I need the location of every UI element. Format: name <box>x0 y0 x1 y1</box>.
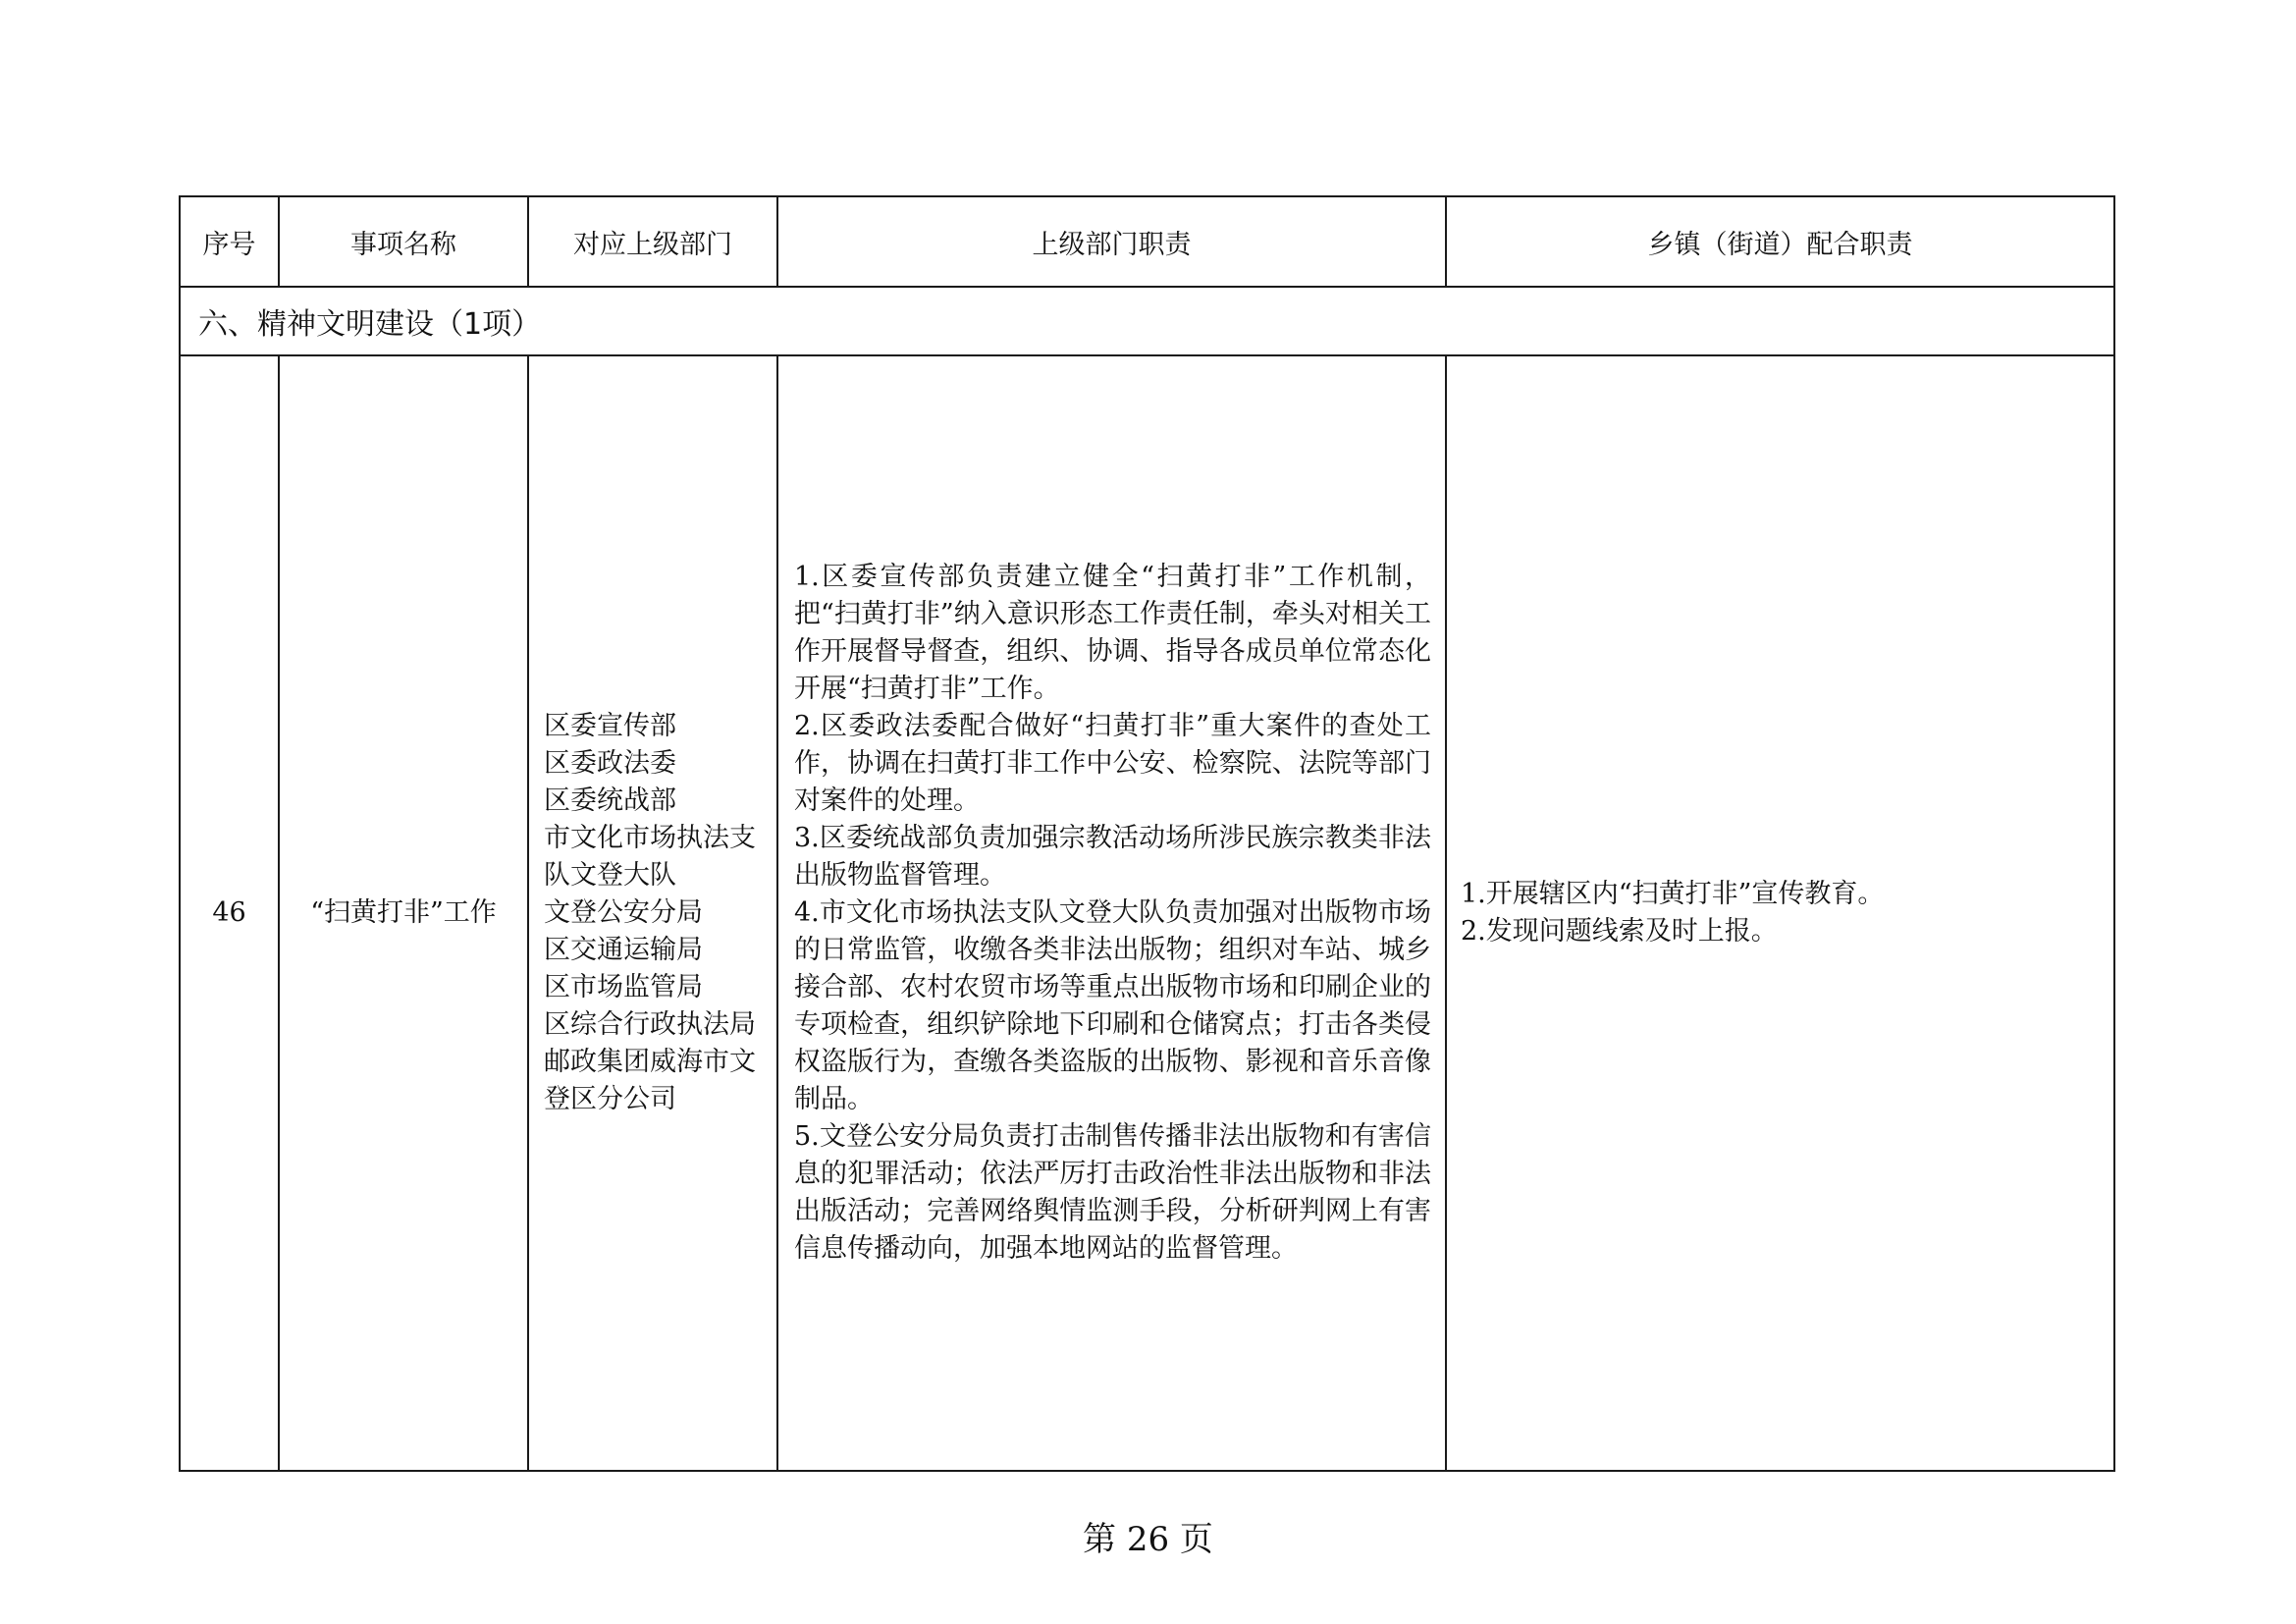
header-item-name: 事项名称 <box>279 196 528 287</box>
department-item: 区综合行政执法局 <box>544 1009 756 1040</box>
upper-duty-item: 2.区委政法委配合做好“扫黄打非”重大案件的查处工作，协调在扫黄打非工作中公安、检察院、法院等部门对案件的处理。 <box>794 711 1431 816</box>
page-number: 第 26 页 <box>1083 1520 1213 1559</box>
town-duty-item: 1.开展辖区内“扫黄打非”宣传教育。 <box>1461 879 1885 909</box>
upper-duty-item: 4.市文化市场执法支队文登大队负责加强对出版物市场的日常监管，收缴各类非法出版物；组织对车站、城乡接合部、农村农贸市场等重点出版物市场和印刷企业的专项检查，组织铲除地下印刷和仓储窝点；打击各类侵权盗版行为，查缴各类盗版的出版物、影视和音乐音像制品。 <box>794 897 1431 1114</box>
table-row <box>180 355 2114 1471</box>
department-item: 区委政法委 <box>544 748 676 779</box>
cell-item-name: “扫黄打非”工作 <box>279 355 528 1471</box>
header-seq: 序号 <box>180 196 279 287</box>
section-title: 六、精神文明建设（1项） <box>180 287 2114 355</box>
department-item: 区市场监管局 <box>544 972 703 1002</box>
header-upper-duty: 上级部门职责 <box>777 196 1446 287</box>
town-duty-item: 2.发现问题线索及时上报。 <box>1461 916 1778 947</box>
department-item: 文登公安分局 <box>544 897 703 928</box>
department-item: 区委宣传部 <box>544 711 676 741</box>
cell-seq: 46 <box>180 355 279 1471</box>
upper-duty-item: 3.区委统战部负责加强宗教活动场所涉民族宗教类非法出版物监督管理。 <box>794 823 1431 891</box>
table-header-row <box>180 196 2114 287</box>
header-upper-department: 对应上级部门 <box>528 196 777 287</box>
upper-duty-item: 1.区委宣传部负责建立健全“扫黄打非”工作机制，把“扫黄打非”纳入意识形态工作责任制，牵头对相关工作开展督导督查，组织、协调、指导各成员单位常态化开展“扫黄打非”工作。 <box>794 562 1431 704</box>
duty-table <box>179 195 2115 1472</box>
cell-upper-duties <box>777 355 1446 1471</box>
section-row <box>180 287 2114 355</box>
upper-duty-item: 5.文登公安分局负责打击制售传播非法出版物和有害信息的犯罪活动；依法严厉打击政治性非法出版物和非法出版活动；完善网络舆情监测手段，分析研判网上有害信息传播动向，加强本地网站的监督管理。 <box>794 1121 1431 1264</box>
department-item: 区交通运输局 <box>544 935 703 965</box>
department-item: 市文化市场执法支队文登大队 <box>544 823 756 891</box>
cell-upper-departments <box>528 355 777 1471</box>
department-item: 区委统战部 <box>544 785 676 816</box>
header-town-duty: 乡镇（街道）配合职责 <box>1446 196 2114 287</box>
cell-town-duties <box>1446 355 2114 1471</box>
department-item: 邮政集团威海市文登区分公司 <box>544 1047 756 1114</box>
